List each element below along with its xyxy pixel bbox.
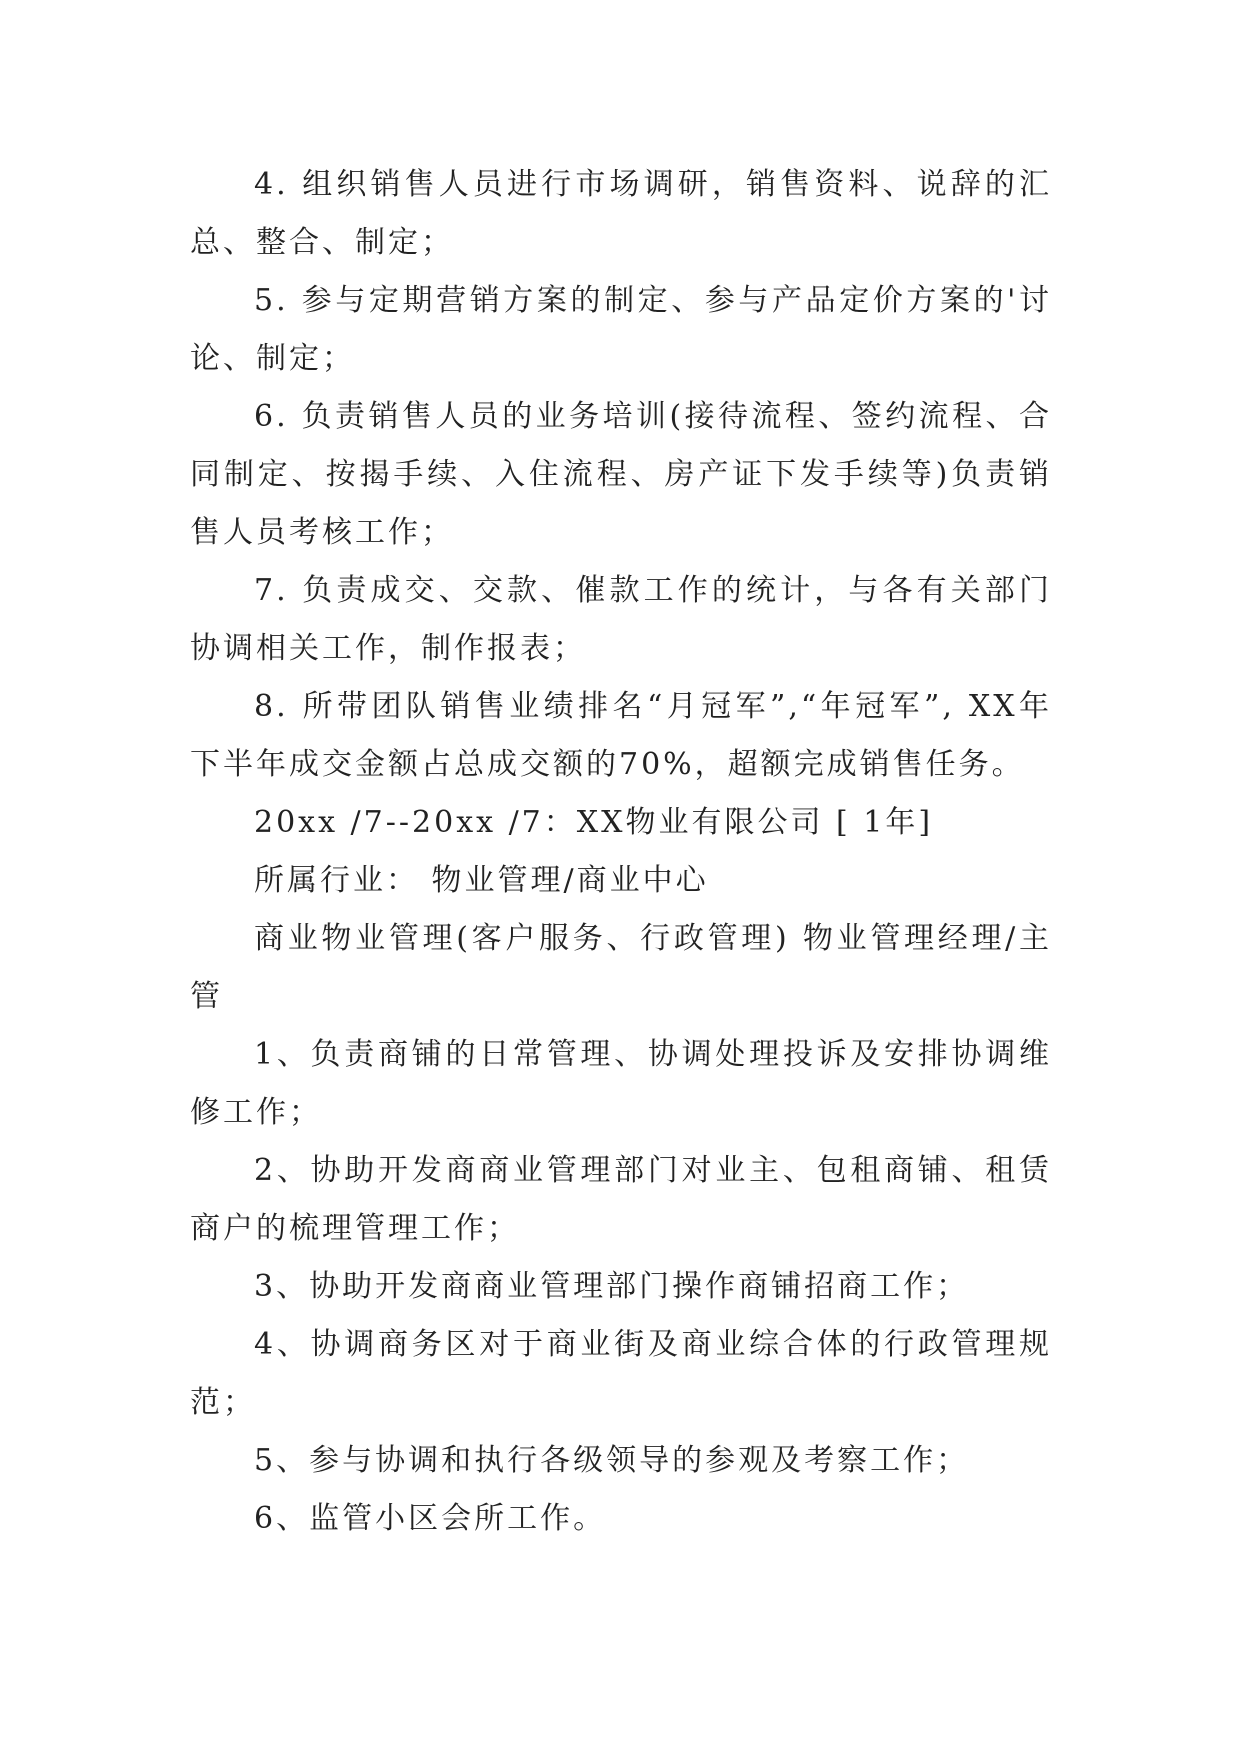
job-position: 商业物业管理(客户服务、行政管理) 物业管理经理/主管 xyxy=(190,921,1052,1014)
duty-item-5: 5、参与协调和执行各级领导的参观及考察工作； xyxy=(254,1443,970,1478)
paragraph-item-7-statistics: 7. 负责成交、交款、催款工作的统计，与各有关部门协调相关工作，制作报表； xyxy=(190,573,1052,666)
duty-item-1: 1、负责商铺的日常管理、协调处理投诉及安排协调维修工作； xyxy=(190,1037,1052,1130)
duty-item-6: 6、监管小区会所工作。 xyxy=(254,1501,607,1536)
job-period-company: 20xx /7--20xx /7：XX物业有限公司 [ 1年] xyxy=(254,805,934,840)
duty-item-4: 4、协调商务区对于商业街及商业综合体的行政管理规范； xyxy=(190,1327,1052,1420)
job-industry: 所属行业： 物业管理/商业中心 xyxy=(254,863,709,898)
paragraph-item-8-ranking: 8. 所带团队销售业绩排名“月冠军”,“年冠军”, XX年下半年成交金额占总成交额的70%，超额完成销售任务。 xyxy=(190,689,1052,782)
document-body xyxy=(190,156,1052,1548)
paragraph-item-5-marketing-plan: 5. 参与定期营销方案的制定、参与产品定价方案的'讨论、制定； xyxy=(190,283,1052,376)
paragraph-item-4-research: 4. 组织销售人员进行市场调研，销售资料、说辞的汇总、整合、制定； xyxy=(190,167,1052,260)
paragraph-item-6-training: 6. 负责销售人员的业务培训(接待流程、签约流程、合同制定、按揭手续、入住流程、房产证下发手续等)负责销售人员考核工作； xyxy=(190,399,1052,550)
duty-item-2: 2、协助开发商商业管理部门对业主、包租商铺、租赁商户的梳理管理工作； xyxy=(190,1153,1052,1246)
duty-item-3: 3、协助开发商商业管理部门操作商铺招商工作； xyxy=(254,1269,970,1304)
